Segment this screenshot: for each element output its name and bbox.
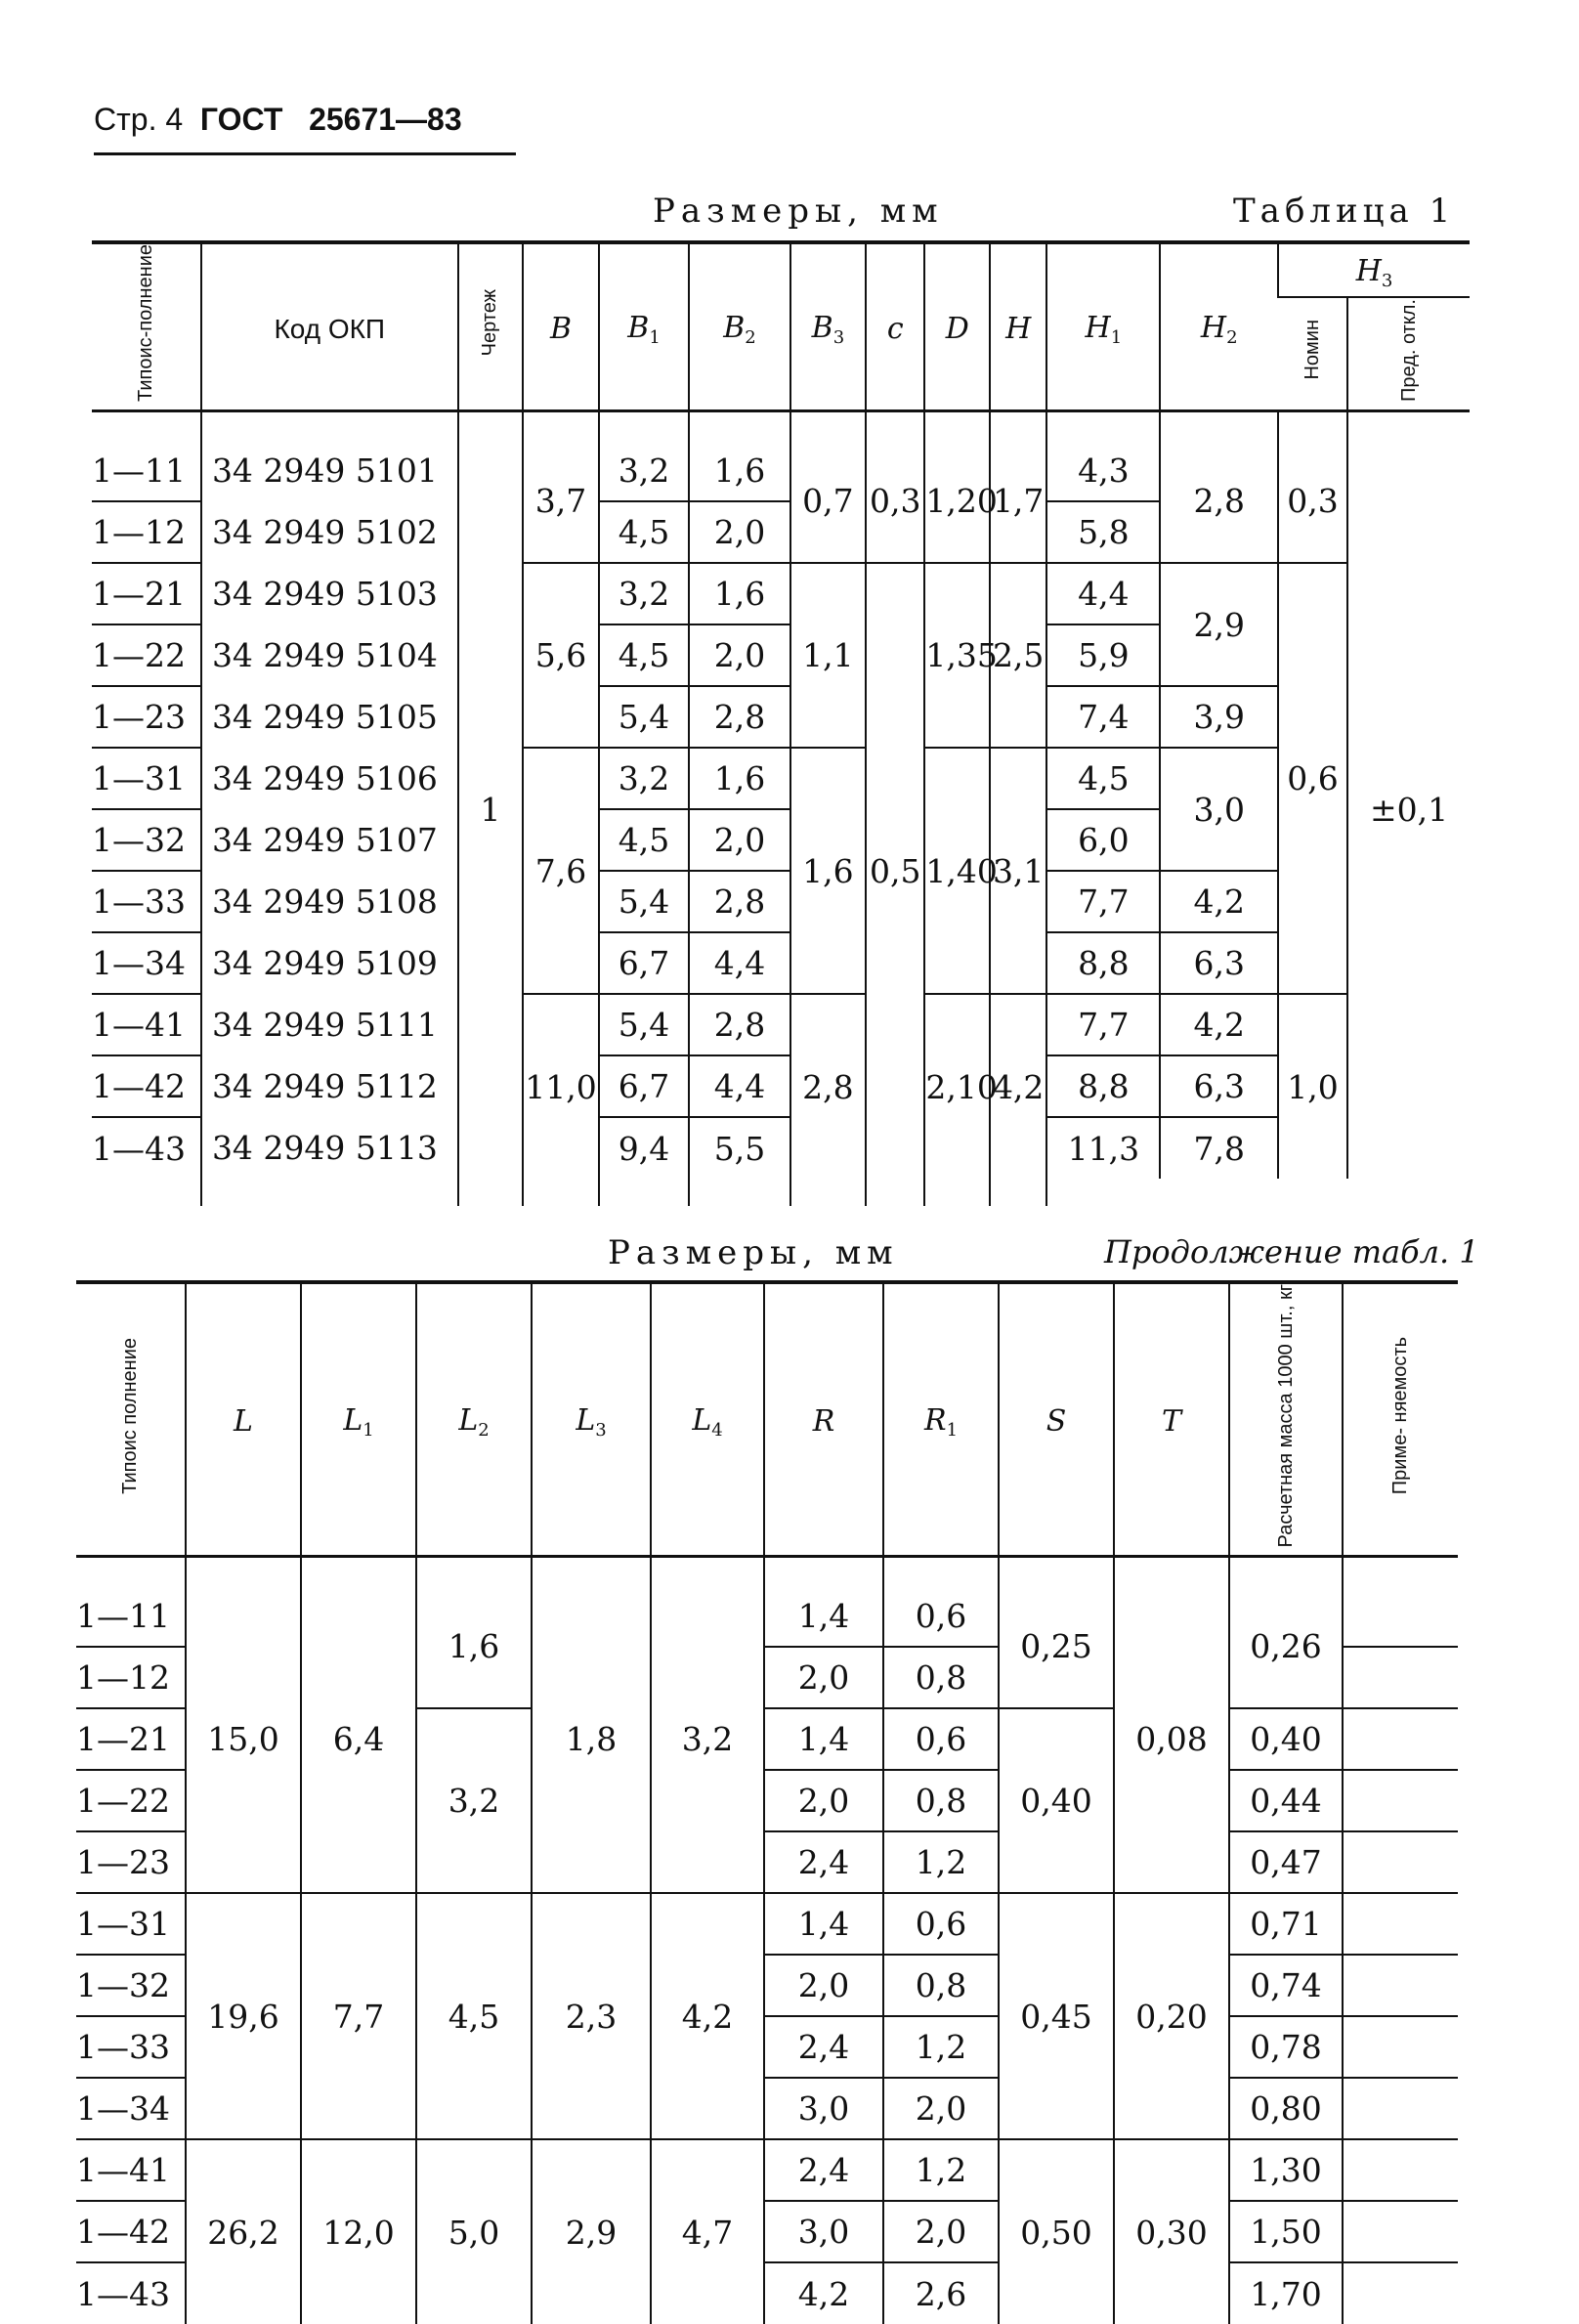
t1-h3-nom: 0,3 [1278, 440, 1347, 563]
t1-h1: 5,9 [1046, 624, 1160, 686]
t2-use [1343, 2016, 1458, 2078]
t1-type: 1—32 [92, 809, 201, 871]
t1-h1: 4,3 [1046, 440, 1160, 501]
t1-b2: 2,8 [689, 686, 790, 748]
col-h3-tol-header: Пред. откл. [1347, 297, 1470, 410]
t1-h3-nom: 0,6 [1278, 563, 1347, 994]
t1-h1: 7,7 [1046, 871, 1160, 932]
t2-r1: 2,0 [883, 2078, 999, 2139]
t2-use [1343, 1770, 1458, 1831]
t2-l3: 1,8 [532, 1585, 651, 1893]
t1-d: 1,35 [924, 563, 990, 748]
t1-type: 1—42 [92, 1055, 201, 1117]
t1-okp: 34 2949 5104 [201, 624, 458, 686]
t1-b2: 2,8 [689, 871, 790, 932]
t1-h1: 11,3 [1046, 1117, 1160, 1179]
t1-okp: 34 2949 5106 [201, 748, 458, 809]
t2-r: 3,0 [764, 2078, 883, 2139]
col-use-header: Приме- няемость [1343, 1282, 1458, 1557]
t2-r: 2,4 [764, 1831, 883, 1893]
t2-r1: 2,6 [883, 2262, 999, 2324]
t1-okp: 34 2949 5107 [201, 809, 458, 871]
t2-r1: 0,8 [883, 1647, 999, 1708]
t1-okp: 34 2949 5113 [201, 1117, 458, 1179]
t1-b: 3,7 [523, 440, 598, 563]
t1-h2: 3,9 [1160, 686, 1278, 748]
t1-h1: 7,4 [1046, 686, 1160, 748]
t2-l2: 1,6 [416, 1585, 532, 1708]
t1-b2: 5,5 [689, 1117, 790, 1179]
table-1 [92, 240, 1470, 1206]
t2-use [1343, 2139, 1458, 2201]
t2-l4: 4,2 [651, 1893, 764, 2139]
t1-b1: 5,4 [599, 994, 690, 1055]
t2-r: 3,0 [764, 2201, 883, 2262]
t2-r1: 0,6 [883, 1708, 999, 1770]
t1-okp: 34 2949 5105 [201, 686, 458, 748]
t2-mass: 1,30 [1229, 2139, 1343, 2201]
t2-l4: 3,2 [651, 1585, 764, 1893]
t1-b1: 4,5 [599, 809, 690, 871]
col-h1-header: $H_1$ [1046, 242, 1160, 411]
t2-type: 1—42 [76, 2201, 186, 2262]
t1-d: 2,10 [924, 994, 990, 1179]
t1-okp: 34 2949 5101 [201, 440, 458, 501]
t2-t: 0,08 [1114, 1585, 1229, 1893]
col-b2-header: $B_2$ [689, 242, 790, 411]
t2-l: 19,6 [186, 1893, 301, 2139]
t2-r1: 1,2 [883, 1831, 999, 1893]
t2-l2: 4,5 [416, 1893, 532, 2139]
t2-r1: 0,8 [883, 1770, 999, 1831]
t1-d: 1,20 [924, 440, 990, 563]
t2-t: 0,30 [1114, 2139, 1229, 2324]
col-type-header: Типоис-полнение [92, 242, 201, 411]
t2-l3: 2,3 [532, 1893, 651, 2139]
t2-use [1343, 1893, 1458, 1955]
t1-h: 4,2 [990, 994, 1046, 1179]
t2-type: 1—43 [76, 2274, 170, 2313]
t1-okp: 34 2949 5112 [201, 1055, 458, 1117]
t1-drawing: 1 [458, 440, 524, 1179]
page-header [94, 102, 462, 138]
t2-use [1343, 2201, 1458, 2262]
page-number: Стр. 4 [94, 102, 184, 137]
t2-l1: 7,7 [301, 1893, 416, 2139]
col-b3-header: $B_3$ [790, 242, 866, 411]
t2-use [1343, 2262, 1458, 2324]
t2-use [1343, 1708, 1458, 1770]
t2-r: 1,4 [764, 1585, 883, 1647]
t1-type: 1—22 [92, 624, 201, 686]
t2-r: 1,4 [764, 1708, 883, 1770]
t1-h: 3,1 [990, 748, 1046, 994]
t2-mass: 0,80 [1229, 2078, 1343, 2139]
t1-c: 0,5 [866, 563, 924, 1179]
t1-b2: 4,4 [689, 932, 790, 994]
t2-mass: 0,78 [1229, 2016, 1343, 2078]
t1-b1: 4,5 [599, 501, 690, 563]
t2-r: 2,4 [764, 2016, 883, 2078]
t2-r: 2,0 [764, 1955, 883, 2016]
t1-b3: 2,8 [790, 994, 866, 1179]
t1-h2: 7,8 [1160, 1117, 1278, 1179]
t2-l2: 5,0 [416, 2139, 532, 2324]
t2-mass: 0,71 [1229, 1893, 1343, 1955]
t1-b2: 2,0 [689, 624, 790, 686]
t1-okp: 34 2949 5108 [201, 871, 458, 932]
t2-r1: 0,8 [883, 1955, 999, 2016]
t1-b1: 6,7 [599, 932, 690, 994]
standard-number: 25671—83 [309, 102, 462, 137]
t1-h2: 2,9 [1160, 563, 1278, 686]
table1-title: Таблица 1 [1233, 192, 1456, 231]
t2-l4: 4,7 [651, 2139, 764, 2324]
col-s-header: S [999, 1282, 1114, 1557]
t2-s: 0,45 [999, 1893, 1114, 2139]
col-l1-header: $L_1$ [301, 1282, 416, 1557]
col-l3-header: $L_3$ [532, 1282, 651, 1557]
t2-type: 1—12 [76, 1647, 186, 1708]
t1-d: 1,40 [924, 748, 990, 994]
col-b1-header: $B_1$ [599, 242, 690, 411]
col-mass-header: Расчетная масса 1000 шт., кг [1229, 1282, 1343, 1557]
t2-mass: 0,74 [1229, 1955, 1343, 2016]
t2-r: 2,0 [764, 1647, 883, 1708]
t2-r1: 2,0 [883, 2201, 999, 2262]
t2-mass: 0,40 [1229, 1708, 1343, 1770]
t1-okp: 34 2949 5109 [201, 932, 458, 994]
col-type-header: Типоис полнение [76, 1282, 186, 1557]
t1-type: 1—23 [92, 686, 201, 748]
t1-h2: 2,8 [1160, 440, 1278, 563]
t1-type: 1—11 [92, 440, 201, 501]
t1-b2: 1,6 [689, 563, 790, 624]
col-d-header: D [924, 242, 990, 411]
t1-okp: 34 2949 5103 [201, 563, 458, 624]
t2-r1: 0,6 [883, 1893, 999, 1955]
t1-b2: 2,8 [689, 994, 790, 1055]
t1-okp: 34 2949 5102 [201, 501, 458, 563]
col-b-header: B [523, 242, 598, 411]
t2-type: 1—11 [76, 1585, 186, 1647]
t2-use [1343, 1585, 1458, 1647]
col-l4-header: $L_4$ [651, 1282, 764, 1557]
t1-type: 1—34 [92, 932, 201, 994]
t2-mass: 1,50 [1229, 2201, 1343, 2262]
col-h3-nom-header: Номин [1301, 320, 1323, 380]
t1-h1: 8,8 [1046, 1055, 1160, 1117]
t1-type: 1—31 [92, 748, 201, 809]
t1-h2: 6,3 [1160, 932, 1278, 994]
t1-okp: 34 2949 5111 [201, 994, 458, 1055]
table2-title: Продолжение табл. 1 [1104, 1233, 1479, 1270]
t1-h1: 4,5 [1046, 748, 1160, 809]
col-r-header: R [764, 1282, 883, 1557]
t2-s: 0,25 [999, 1585, 1114, 1708]
t2-type: 1—22 [76, 1770, 186, 1831]
header-rule [94, 152, 516, 155]
t2-mass: 0,47 [1229, 1831, 1343, 1893]
t1-b: 5,6 [523, 563, 598, 748]
t2-type: 1—31 [76, 1893, 186, 1955]
t1-type: 1—21 [92, 563, 201, 624]
col-t-header: T [1114, 1282, 1229, 1557]
col-l-header: L [186, 1282, 301, 1557]
t2-l3: 2,9 [532, 2139, 651, 2324]
t1-b2: 4,4 [689, 1055, 790, 1117]
t1-h1: 8,8 [1046, 932, 1160, 994]
t1-h2: 4,2 [1160, 871, 1278, 932]
t1-h2: 4,2 [1160, 994, 1278, 1055]
t1-h: 1,7 [990, 440, 1046, 563]
col-h2-header: $H_2$ [1160, 242, 1278, 411]
t2-l: 26,2 [186, 2139, 301, 2324]
t2-s: 0,40 [999, 1708, 1114, 1893]
t2-type: 1—32 [76, 1955, 186, 2016]
t1-b: 11,0 [523, 994, 598, 1179]
t2-l2: 3,2 [416, 1708, 532, 1893]
t1-h1: 4,4 [1046, 563, 1160, 624]
t2-type: 1—33 [76, 2016, 186, 2078]
t1-h1: 7,7 [1046, 994, 1160, 1055]
t1-b2: 2,0 [689, 501, 790, 563]
table-2 [76, 1280, 1458, 2324]
t2-t: 0,20 [1114, 1893, 1229, 2139]
t1-b2: 1,6 [689, 748, 790, 809]
t2-type: 1—23 [76, 1831, 186, 1893]
t2-r: 1,4 [764, 1893, 883, 1955]
t2-l1: 6,4 [301, 1585, 416, 1893]
t1-b2: 1,6 [689, 440, 790, 501]
t1-b1: 3,2 [599, 563, 690, 624]
t1-type: 1—43 [92, 1129, 186, 1168]
t2-mass: 1,70 [1229, 2262, 1343, 2324]
t2-use [1343, 1955, 1458, 2016]
t1-b3: 0,7 [790, 440, 866, 563]
t2-use [1343, 2078, 1458, 2139]
t1-c: 0,3 [866, 440, 924, 563]
col-h-header: H [990, 242, 1046, 411]
t2-mass: 0,26 [1229, 1585, 1343, 1708]
t1-type: 1—12 [92, 501, 201, 563]
t1-h3-tol: ±0,1 [1347, 440, 1470, 1179]
t1-type: 1—33 [92, 871, 201, 932]
t2-l1: 12,0 [301, 2139, 416, 2324]
t1-b3: 1,1 [790, 563, 866, 748]
t2-s: 0,50 [999, 2139, 1114, 2324]
t1-b1: 4,5 [599, 624, 690, 686]
t2-r: 2,4 [764, 2139, 883, 2201]
t1-b3: 1,6 [790, 748, 866, 994]
t1-b1: 3,2 [599, 440, 690, 501]
t1-b1: 3,2 [599, 748, 690, 809]
standard-label: ГОСТ [199, 102, 283, 137]
t2-mass: 0,44 [1229, 1770, 1343, 1831]
t1-b1: 9,4 [599, 1117, 690, 1179]
t1-h2: 6,3 [1160, 1055, 1278, 1117]
table2-units: Размеры, мм [608, 1233, 899, 1272]
col-r1-header: $R_1$ [883, 1282, 999, 1557]
t1-h1: 5,8 [1046, 501, 1160, 563]
col-drawing-header: Чертеж [458, 242, 524, 411]
t1-b1: 5,4 [599, 871, 690, 932]
t2-r1: 0,6 [883, 1585, 999, 1647]
t2-type: 1—41 [76, 2139, 186, 2201]
t1-b1: 6,7 [599, 1055, 690, 1117]
t2-r: 2,0 [764, 1770, 883, 1831]
t2-l: 15,0 [186, 1585, 301, 1893]
t2-r1: 1,2 [883, 2139, 999, 2201]
col-okp-header: Код ОКП [201, 242, 458, 411]
col-h3-header: $H_3$ [1278, 242, 1470, 297]
t1-b1: 5,4 [599, 686, 690, 748]
t2-type: 1—34 [76, 2078, 186, 2139]
t1-b2: 2,0 [689, 809, 790, 871]
t1-h: 2,5 [990, 563, 1046, 748]
table1-units: Размеры, мм [653, 192, 944, 231]
t1-h2: 3,0 [1160, 748, 1278, 871]
t2-r1: 1,2 [883, 2016, 999, 2078]
t1-h1: 6,0 [1046, 809, 1160, 871]
t1-b: 7,6 [523, 748, 598, 994]
t2-use [1343, 1831, 1458, 1893]
t1-type: 1—41 [92, 994, 201, 1055]
t2-type: 1—21 [76, 1708, 186, 1770]
t2-r: 4,2 [764, 2262, 883, 2324]
t1-h3-nom: 1,0 [1278, 994, 1347, 1179]
t2-use [1343, 1647, 1458, 1708]
col-c-header: c [866, 242, 924, 411]
col-l2-header: $L_2$ [416, 1282, 532, 1557]
